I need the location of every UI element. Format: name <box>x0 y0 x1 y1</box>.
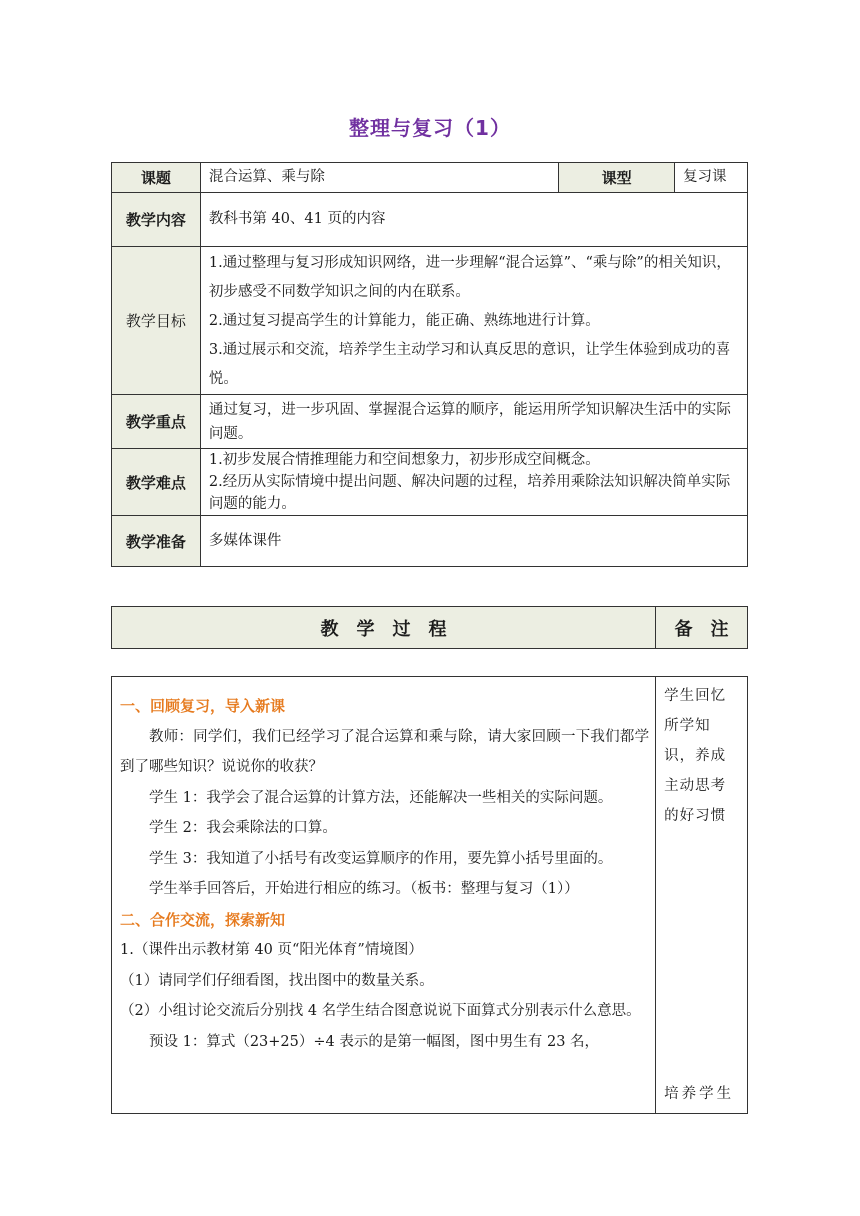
content-label: 教学内容 <box>112 193 201 247</box>
section-heading: 一、回顾复习，导入新课 <box>120 697 286 715</box>
process-subitem: （2）小组讨论交流后分别找 4 名学生结合图意说说下面算式分别表示什么意思。 <box>120 1003 641 1019</box>
student-line: 学生 1：我学会了混合运算的计算方法，还能解决一些相关的实际问题。 <box>149 789 613 806</box>
student-line: 学生 3：我知道了小括号有改变运算顺序的作用，要先算小括号里面的。 <box>149 850 613 867</box>
summary-line: 学生举手回答后，开始进行相应的练习。（板书：整理与复习（1）） <box>149 881 579 897</box>
note-text: 学生回忆所学知识，养成主动思考的好习惯 <box>664 688 727 824</box>
difficulty-item: 2.经历从实际情境中提出问题、解决问题的过程，培养用乘除法知识解决简单实际问题的能力。 <box>208 474 731 512</box>
topic-label: 课题 <box>112 163 201 193</box>
preset-line: 预设 1：算式（23+25）÷4 表示的是第一幅图，图中男生有 23 名， <box>149 1033 600 1050</box>
process-subitem: （1）请同学们仔细看图，找出图中的数量关系。 <box>120 972 434 989</box>
process-table <box>111 676 748 1114</box>
goals-cell <box>200 247 747 395</box>
process-item: 1.（课件出示教材第 40 页“阳光体育”情境图） <box>120 942 423 958</box>
goal-item: 1.通过整理与复习形成知识网络，进一步理解“混合运算”、“乘与除”的相关知识，初步感受不同数学知识之间的内在联系。 <box>208 255 731 300</box>
content-value: 教科书第 40、41 页的内容 <box>200 193 747 247</box>
prep-value: 多媒体课件 <box>200 516 747 567</box>
student-line: 学生 2：我会乘除法的口算。 <box>149 820 337 836</box>
difficulty-cell <box>200 449 747 516</box>
goal-item: 2.通过复习提高学生的计算能力，能正确、熟练地进行计算。 <box>208 313 600 329</box>
note-text: 培养学生 <box>664 1086 735 1102</box>
section-heading: 二、合作交流，探索新知 <box>120 910 286 929</box>
page-title: 整理与复习（1） <box>349 116 511 140</box>
key-points-label: 教学重点 <box>112 395 201 449</box>
type-value: 复习课 <box>675 163 748 193</box>
goal-item: 3.通过展示和交流，培养学生主动学习和认真反思的意识，让学生体验到成功的喜悦。 <box>208 342 731 387</box>
type-label: 课型 <box>559 163 675 193</box>
difficulty-item: 1.初步发展合情推理能力和空间想象力，初步形成空间概念。 <box>208 452 600 468</box>
process-header-table <box>111 606 748 649</box>
notes-cell <box>656 677 748 1114</box>
lesson-info-table <box>111 162 748 567</box>
notes-header: 备 注 <box>656 607 748 649</box>
process-header: 教 学 过 程 <box>112 607 656 649</box>
teacher-line: 教师：同学们，我们已经学习了混合运算和乘与除，请大家回顾一下我们都学到了哪些知识？说说你的收获？ <box>120 728 650 775</box>
key-points-value: 通过复习，进一步巩固、掌握混合运算的顺序，能运用所学知识解决生活中的实际问题。 <box>200 395 747 449</box>
topic-value: 混合运算、乘与除 <box>200 163 558 193</box>
goals-label: 教学目标 <box>112 247 201 395</box>
difficulty-label: 教学难点 <box>112 449 201 516</box>
prep-label: 教学准备 <box>112 516 201 567</box>
process-cell <box>112 677 656 1114</box>
